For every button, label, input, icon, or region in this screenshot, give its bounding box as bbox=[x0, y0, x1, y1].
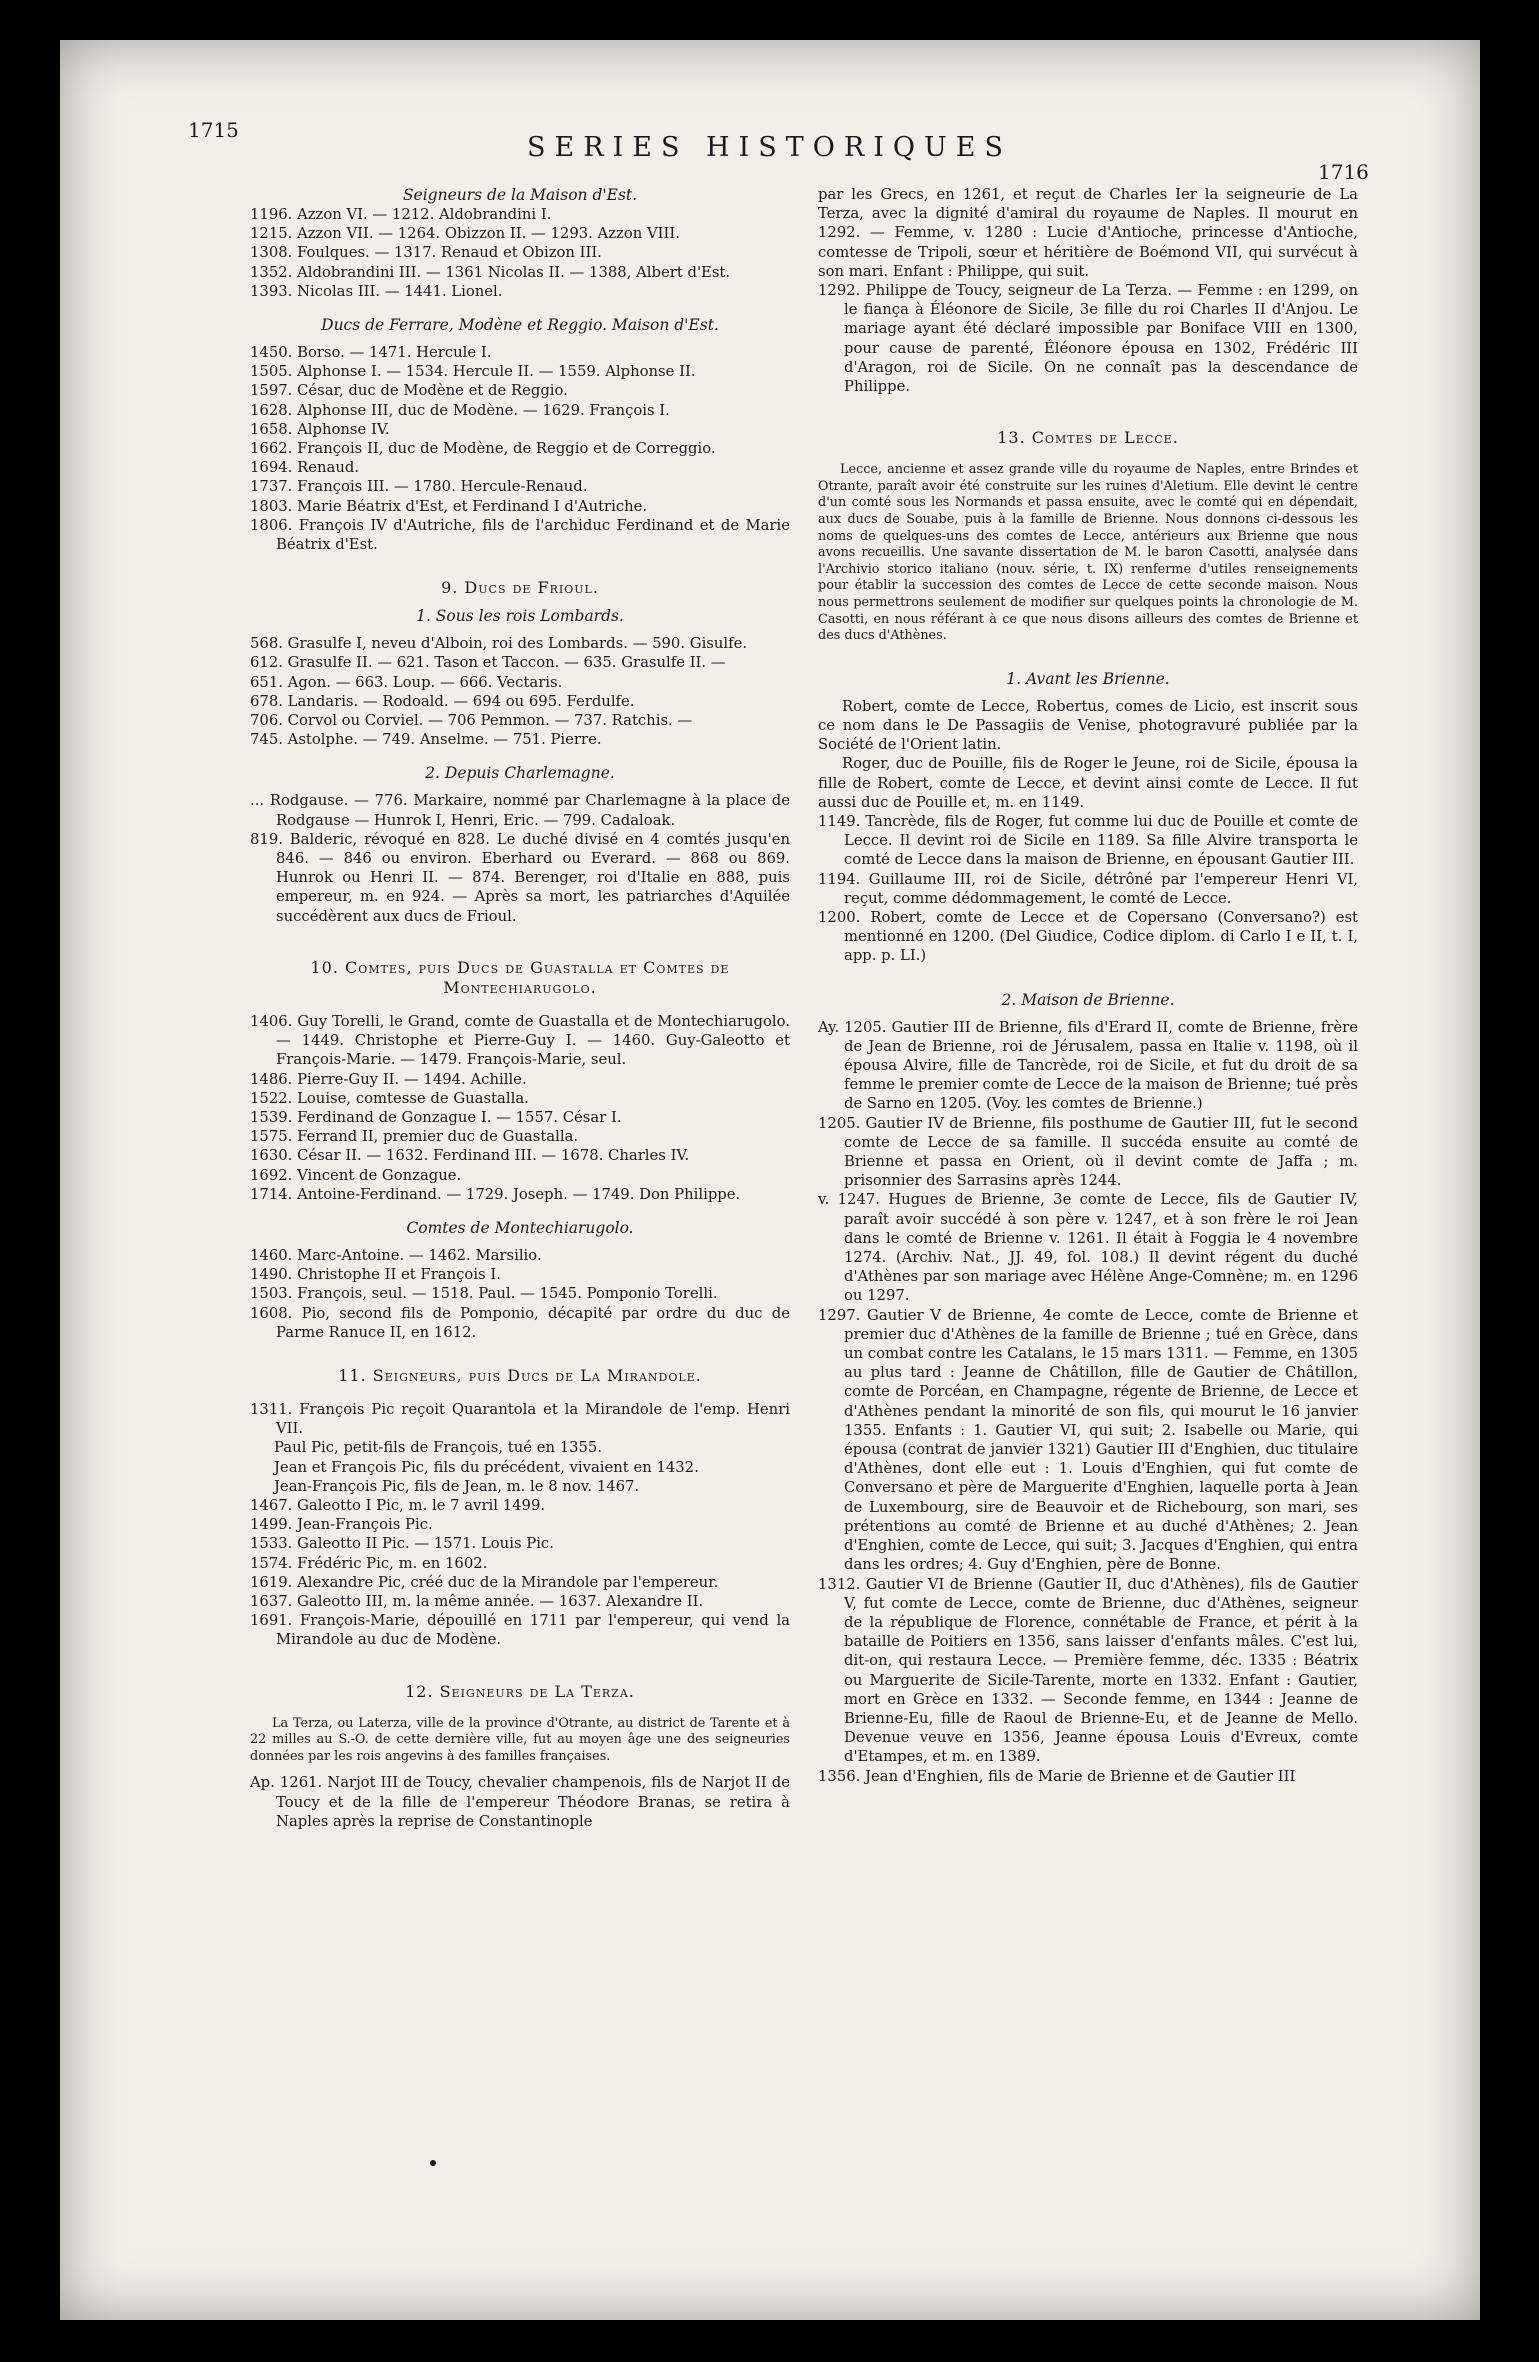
section-heading: 13. Comtes de Lecce. bbox=[997, 428, 1179, 448]
spacer bbox=[250, 1386, 790, 1400]
chronology-entry: 1393. Nicolas III. — 1441. Lionel. bbox=[250, 282, 503, 300]
chronology-entry: 1803. Marie Béatrix d'Est, et Ferdinand I d'Autriche. bbox=[250, 497, 648, 515]
intro-note: La Terza, ou Laterza, ville de la province d'Otrante, au district de Tarente et à 22 milles au S.-O. de cette dernière ville, fut au moyen âge une des seigneuries données par les rois angevins à des familles françaises. bbox=[250, 1715, 790, 1764]
spacer bbox=[250, 1765, 790, 1773]
chronology-entry: 1292. Philippe de Toucy, seigneur de La Terza. — Femme : en 1299, on le fiança à Éléonore de Sicile, 3e fille du roi Charles II d'Anjou. Le mariage ayant été déclaré impossible par Boniface VIII en 1300, pour cause de parenté, Éléonore épousa en 1302, Frédéric III d'Aragon, roi de Sicile. On ne connaît pas la descendance de Philippe. bbox=[818, 282, 1358, 396]
body-paragraph: par les Grecs, en 1261, et reçut de Charles Ier la seigneurie de La Terza, avec la dignité d'amiral du royaume de Naples. Il mourut en 1292. — Femme, v. 1280 : Lucie d'Antioche, princesse d'Antioche, comtesse de Tripoli, sœur et héritière de Boémond VII, qui survécut à son mari. Enfant : Philippe, qui suit. bbox=[818, 186, 1358, 280]
right-folio: 1716 bbox=[1318, 160, 1369, 184]
body-paragraph: Roger, duc de Pouille, fils de Roger le Jeune, roi de Sicile, épousa la fille de Robert, comte de Lecce, et devint ainsi comte de Lecce. Il fut aussi duc de Pouille et, m. en 1149. bbox=[818, 755, 1358, 811]
chronology-entry: 1215. Azzon VII. — 1264. Obizzon II. — 1293. Azzon VIII. bbox=[250, 225, 680, 243]
chronology-entry: 1490. Christophe II et François I. bbox=[250, 1266, 501, 1284]
spacer bbox=[250, 1238, 790, 1246]
chronology-entry: 1406. Guy Torelli, le Grand, comte de Guastalla et de Montechiarugolo. — 1449. Christophe et Pierre-Guy I. — 1460. Guy-Galeotto et François-Marie. — 1479. François-Marie, seul. bbox=[250, 1012, 790, 1069]
spacer bbox=[250, 998, 790, 1012]
spacer bbox=[250, 554, 790, 578]
spacer bbox=[818, 689, 1358, 697]
chronology-entry: 1352. Aldobrandini III. — 1361 Nicolas II. — 1388, Albert d'Est. bbox=[250, 263, 731, 281]
spacer bbox=[250, 783, 790, 791]
spacer bbox=[818, 645, 1358, 669]
spacer bbox=[818, 396, 1358, 428]
chronology-entry: 1312. Gautier VI de Brienne (Gautier II, duc d'Athènes), fils de Gautier V, fut comte de Lecce, comte de Brienne, duc d'Athènes, seigneur de la république de Florence, connétable de France, et périt à la bataille de Poitiers en 1356, sans laisser d'enfants mâles. C'est lui, dit-on, qui restaura Lecce. — Première femme, déc. 1335 : Béatrix ou Marguerite de Sicile-Tarente, morte en 1332. Enfant : Gautier, mort en Grèce en 1332. — Seconde femme, en 1344 : Jeanne de Brienne-Eu, fille de Raoul de Brienne-Eu, et de Jeanne de Mello. Devenue veuve en 1356, Jeanne épousa Louis d'Evreux, comte d'Etampes, et m. en 1389. bbox=[818, 1575, 1358, 1766]
chronology-entry: v. 1247. Hugues de Brienne, 3e comte de Lecce, fils de Gautier IV, paraît avoir succédé à son père v. 1247, et à son frère le roi Jean dans le comté de Brienne v. 1261. Il était à Foggia le 4 novembre 1274. (Archiv. Nat., JJ. 49, fol. 108.) Il devint régent du duché d'Athènes par son mariage avec Hélène Ange-Comnène; m. en 1296 ou 1297. bbox=[818, 1191, 1358, 1305]
spacer bbox=[818, 448, 1358, 462]
chronology-entry: 1505. Alphonse I. — 1534. Hercule II. — 1559. Alphonse II. bbox=[250, 363, 696, 381]
chronology-entry: 1356. Jean d'Enghien, fils de Marie de Brienne et de Gautier III bbox=[818, 1767, 1296, 1785]
chronology-entry: 1637. Galeotto III, m. la même année. — 1637. Alexandre II. bbox=[250, 1592, 704, 1610]
section-subheading: 1. Avant les Brienne. bbox=[1006, 669, 1170, 688]
chronology-entry: 1450. Borso. — 1471. Hercule I. bbox=[250, 344, 492, 362]
chronology-entry: 706. Corvol ou Corviel. — 706 Pemmon. — 737. Ratchis. — bbox=[250, 712, 693, 730]
section-subheading: 2. Maison de Brienne. bbox=[1001, 990, 1175, 1009]
chronology-entry: ... Rodgause. — 776. Markaire, nommé par Charlemagne à la place de Rodgause — Hunrok I, Henri, Eric. — 799. Cadaloak. bbox=[250, 792, 790, 829]
chronology-entry: 1297. Gautier V de Brienne, 4e comte de Lecce, comte de Brienne et premier duc d'Athènes de la famille de Brienne ; tué en Grèce, dans un combat contre les Catalans, le 15 mars 1311. — Femme, en 1305 au plus tard : Jeanne de Châtillon, fille de Gautier de Châtillon, comte de Porcéan, en Champagne, régente de Brienne, de Lecce et d'Athènes pendant la minorité de son fils, qui mourut le 16 janvier 1355. Enfants : 1. Gautier VI, qui suit; 2. Isabelle ou Marie, qui épousa (contrat de janvier 1321) Gautier III d'Enghien, duc titulaire d'Athènes, dont elle eut : 1. Louis d'Enghien, qui fut comte de Conversano et père de Marguerite d'Enghien, laquelle porta à Jean de Luxembourg, sire de Beauvoir et de Richebourg, son mari, ses prétentions au comté de Brienne et au duché d'Athènes; 2. Jean d'Enghien, comte de Lecce, qui suit; 3. Jacques d'Enghien, qui entra dans les ordres; 4. Guy d'Enghien, père de Bonne. bbox=[818, 1306, 1358, 1574]
chronology-entry: Ap. 1261. Narjot III de Toucy, chevalier champenois, fils de Narjot II de Toucy et de la fille de l'empereur Théodore Branas, se retira à Naples après la reprise de Constantinople bbox=[250, 1774, 790, 1830]
chronology-entry: 1574. Frédéric Pic, m. en 1602. bbox=[250, 1554, 488, 1572]
chronology-entry: 678. Landaris. — Rodoald. — 694 ou 695. Ferdulfe. bbox=[250, 692, 635, 710]
body-paragraph: Jean-François Pic, fils de Jean, m. le 8 nov. 1467. bbox=[274, 1477, 640, 1495]
chronology-entry: 1499. Jean-François Pic. bbox=[250, 1516, 433, 1534]
chronology-entry: 1608. Pio, second fils de Pomponio, décapité par ordre du duc de Parme Ranuce II, en 1612. bbox=[250, 1304, 790, 1341]
spacer bbox=[250, 1342, 790, 1366]
section-subheading: Seigneurs de la Maison d'Est. bbox=[402, 186, 638, 204]
chronology-entry: 1311. François Pic reçoit Quarantola et la Mirandole de l'emp. Henri VII. bbox=[250, 1400, 790, 1438]
spacer bbox=[250, 598, 790, 606]
spacer bbox=[250, 1702, 790, 1716]
spacer bbox=[250, 1650, 790, 1682]
chronology-entry: 1662. François II, duc de Modène, de Reggio et de Correggio. bbox=[250, 440, 716, 458]
chronology-entry: 1200. Robert, comte de Lecce et de Copersano (Conversano?) est mentionné en 1200. (Del Giudice, Codice diplom. di Carlo I e II, t. I, app. p. LI.) bbox=[818, 909, 1358, 965]
section-subheading: 1. Sous les rois Lombards. bbox=[416, 607, 624, 626]
running-head: SERIES HISTORIQUES bbox=[527, 132, 1012, 163]
chronology-entry: 819. Balderic, révoqué en 828. Le duché divisé en 4 comtés jusqu'en 846. — 846 ou environ. Eberhard ou Everard. — 868 ou 869. Hunrok ou Henri II. — 874. Berenger, roi d'Italie en 888, puis empereur, m. en 924. — Après sa mort, les patriarches d'Aquilée succédèrent aux ducs de Frioul. bbox=[250, 830, 790, 925]
section-heading: 11. Seigneurs, puis Ducs de La Mirandole. bbox=[338, 1365, 702, 1385]
page-mark bbox=[430, 2160, 436, 2166]
chronology-entry: 1619. Alexandre Pic, créé duc de la Mirandole par l'empereur. bbox=[250, 1573, 719, 1591]
chronology-entry: Ay. 1205. Gautier III de Brienne, fils d'Erard II, comte de Brienne, frère de Jean de Brienne, roi de Jérusalem, passa en Italie v. 1198, où il épousa Alvire, fille de Tancrède, roi de Sicile, et fut du droit de sa femme le premier comte de Lecce de la maison de Brienne; tué près de Sarno en 1205. (Voy. les comtes de Brienne.) bbox=[818, 1018, 1358, 1113]
spacer bbox=[250, 301, 790, 315]
chronology-entry: 1737. François III. — 1780. Hercule-Renaud. bbox=[250, 478, 588, 496]
chronology-entry: 1630. César II. — 1632. Ferdinand III. — 1678. Charles IV. bbox=[250, 1147, 690, 1165]
chronology-entry: 1691. François-Marie, dépouillé en 1711 par l'empereur, qui vend la Mirandole au duc de Modène. bbox=[250, 1612, 790, 1649]
chronology-entry: 1694. Renaud. bbox=[250, 459, 360, 477]
chronology-entry: 1539. Ferdinand de Gonzague I. — 1557. César I. bbox=[250, 1108, 622, 1126]
section-heading: 9. Ducs de Frioul. bbox=[441, 578, 599, 598]
chronology-entry: 1149. Tancrède, fils de Roger, fut comme lui duc de Pouille et comte de Lecce. Il devint roi de Sicile en 1189. Sa fille Alvire transporta le comté de Lecce dans la maison de Brienne, en épousant Gautier III. bbox=[818, 812, 1358, 869]
section-heading: 12. Seigneurs de La Terza. bbox=[405, 1681, 635, 1701]
left-column bbox=[250, 185, 790, 1831]
chronology-entry: 1205. Gautier IV de Brienne, fils posthume de Gautier III, fut le second comte de Lecce de sa famille. Il succéda ensuite au comté de Brienne et passa en Orient, où il devint comte de Jaffa ; m. prisonnier des Sarrasins après 1244. bbox=[818, 1114, 1358, 1190]
chronology-entry: 1575. Ferrand II, premier duc de Guastalla. bbox=[250, 1128, 579, 1146]
spacer bbox=[250, 335, 790, 343]
chronology-entry: 612. Grasulfe II. — 621. Tason et Taccon. — 635. Grasulfe II. — bbox=[250, 654, 726, 672]
spacer bbox=[250, 926, 790, 958]
chronology-entry: 651. Agon. — 663. Loup. — 666. Vectaris. bbox=[250, 673, 563, 691]
spacer bbox=[818, 966, 1358, 990]
left-folio: 1715 bbox=[188, 118, 239, 142]
chronology-entry: 1503. François, seul. — 1518. Paul. — 1545. Pomponio Torelli. bbox=[250, 1285, 718, 1303]
spacer bbox=[250, 1204, 790, 1218]
section-heading: 10. Comtes, puis Ducs de Guastalla et Comtes de Montechiarugolo. bbox=[310, 957, 730, 997]
spacer bbox=[818, 1010, 1358, 1018]
chronology-entry: 1486. Pierre-Guy II. — 1494. Achille. bbox=[250, 1070, 527, 1088]
section-subheading: 2. Depuis Charlemagne. bbox=[425, 764, 615, 783]
chronology-entry: 1194. Guillaume III, roi de Sicile, détrôné par l'empereur Henri VI, reçut, comme dédommagement, le comté de Lecce. bbox=[818, 870, 1358, 907]
chronology-entry: 1714. Antoine-Ferdinand. — 1729. Joseph. — 1749. Don Philippe. bbox=[250, 1185, 741, 1203]
intro-note: Lecce, ancienne et assez grande ville du royaume de Naples, entre Brindes et Otrante, paraît avoir été construite sur les ruines d'Aletium. Elle devint le centre d'un comté sous les Normands et passa ensuite, avec le comté qui en dépendait, aux ducs de Souabe, puis à la famille de Brienne. Nous donnons ci-dessous les noms de quelques-uns des comtes de Lecce, antérieurs aux Brienne que nous avons recueillis. Une savante dissertation de M. le baron Casotti, analysée dans l'Archivio storico italiano (nouv. série, t. IX) renferme d'utiles renseignements pour établir la succession des comtes de Lecce de cette seconde maison. Nous nous permettrons seulement de modifier sur quelques points la chronologie de M. Casotti, en nous référant à ce que nous disons ailleurs des comtes de Brienne et des ducs d'Athènes. bbox=[818, 462, 1358, 644]
chronology-entry: 1467. Galeotto I Pic, m. le 7 avril 1499. bbox=[250, 1496, 546, 1514]
chronology-entry: 745. Astolphe. — 749. Anselme. — 751. Pierre. bbox=[250, 731, 602, 749]
spacer bbox=[250, 749, 790, 763]
chronology-entry: 1308. Foulques. — 1317. Renaud et Obizon III. bbox=[250, 244, 602, 262]
body-paragraph: Robert, comte de Lecce, Robertus, comes de Licio, est inscrit sous ce nom dans le De Passagiis de Venise, photogravuré publiée par la Société de l'Orient latin. bbox=[818, 697, 1358, 754]
chronology-entry: 1628. Alphonse III, duc de Modène. — 1629. François I. bbox=[250, 401, 670, 419]
chronology-entry: 1597. César, duc de Modène et de Reggio. bbox=[250, 382, 568, 400]
chronology-entry: 1196. Azzon VI. — 1212. Aldobrandini I. bbox=[250, 206, 552, 223]
chronology-entry: 568. Grasulfe I, neveu d'Alboin, roi des Lombards. — 590. Gisulfe. bbox=[250, 635, 748, 653]
chronology-entry: 1806. François IV d'Autriche, fils de l'archiduc Ferdinand et de Marie Béatrix d'Est. bbox=[250, 516, 790, 554]
section-subheading: Ducs de Ferrare, Modène et Reggio. Maison d'Est. bbox=[321, 316, 719, 335]
body-paragraph: Jean et François Pic, fils du précédent, vivaient en 1432. bbox=[274, 1458, 699, 1476]
chronology-entry: 1522. Louise, comtesse de Guastalla. bbox=[250, 1089, 529, 1107]
body-paragraph: Paul Pic, petit-fils de François, tué en 1355. bbox=[274, 1439, 603, 1457]
spacer bbox=[250, 626, 790, 634]
chronology-entry: 1692. Vincent de Gonzague. bbox=[250, 1166, 462, 1184]
chronology-entry: 1533. Galeotto II Pic. — 1571. Louis Pic. bbox=[250, 1535, 554, 1553]
section-subheading: Comtes de Montechiarugolo. bbox=[406, 1218, 634, 1237]
chronology-entry: 1460. Marc-Antoine. — 1462. Marsilio. bbox=[250, 1246, 542, 1264]
chronology-entry: 1658. Alphonse IV. bbox=[250, 420, 390, 438]
right-column bbox=[818, 185, 1358, 1786]
